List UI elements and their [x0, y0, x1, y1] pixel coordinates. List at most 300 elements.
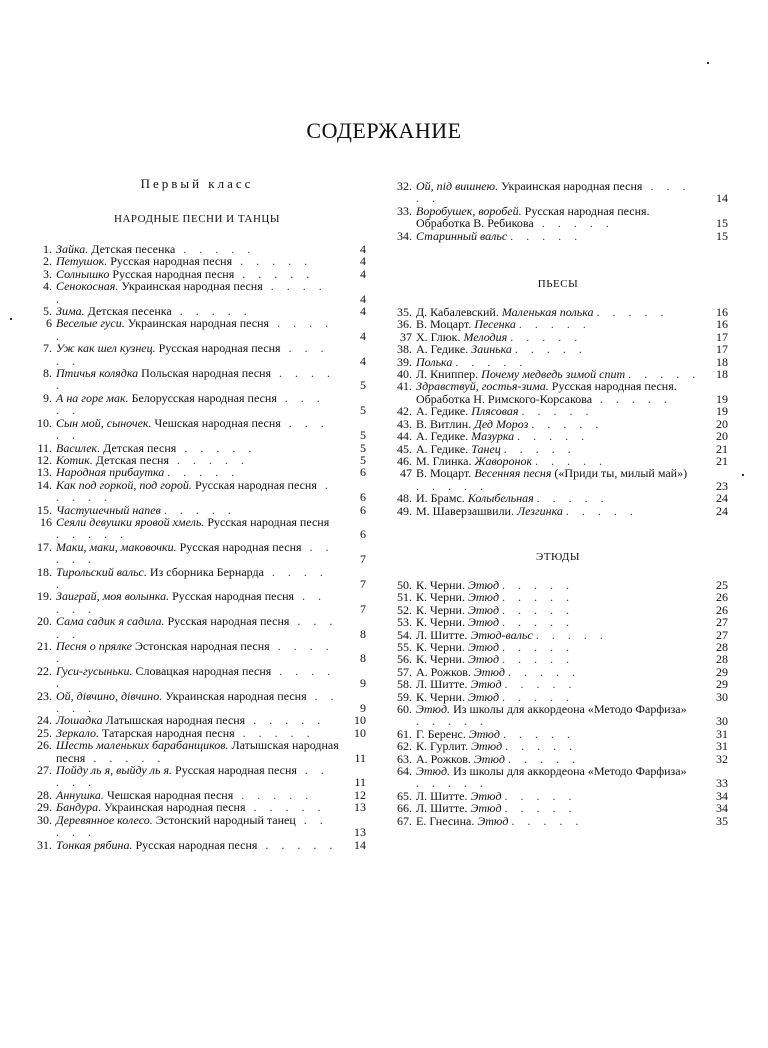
entry-text	[56, 566, 340, 591]
entry-page-number: 33	[716, 776, 728, 791]
toc-entry	[28, 839, 366, 851]
entry-author: Г. Беренс.	[416, 726, 466, 741]
scan-speck	[10, 318, 12, 320]
entry-title: Сын мой, сыночек.	[56, 415, 152, 430]
dot-leader: . . . . .	[171, 304, 252, 319]
entry-text	[56, 417, 340, 442]
entry-title: Этюд	[467, 590, 500, 605]
entry-description: Русская народная песня	[135, 837, 258, 852]
entry-number: 26.	[37, 738, 52, 753]
entry-title: Жаворонок	[474, 453, 533, 468]
entry-description: («Приди ты, милый май»)	[554, 466, 688, 481]
dot-leader: . . . . .	[514, 342, 587, 357]
entry-page-number: 18	[716, 354, 728, 369]
entry-number: 3.	[43, 266, 52, 281]
entry-description: Украинская народная песня	[121, 279, 263, 294]
entry-author: Д. Кабалевский.	[416, 305, 499, 320]
dot-leader: . . . . .	[502, 615, 575, 630]
entry-title: Полька	[416, 354, 453, 369]
toc-entry	[28, 690, 366, 715]
entry-number: 28.	[37, 787, 52, 802]
entry-number: 1.	[43, 242, 52, 256]
entry-title: Маленькая полька	[501, 305, 594, 320]
entry-page-number: 13	[354, 800, 366, 815]
entry-author: А. Рожков.	[416, 664, 471, 679]
entry-page-number: 4	[360, 266, 366, 281]
entry-title: Мелодия	[463, 329, 508, 344]
entry-page-number: 34	[716, 788, 728, 803]
dot-leader: . . . . .	[416, 478, 488, 493]
entry-number: 15.	[37, 502, 52, 517]
entry-number: 27.	[37, 763, 52, 778]
entry-line	[416, 380, 702, 405]
entry-number: 66.	[397, 801, 412, 816]
dot-leader: . . . . .	[56, 390, 325, 418]
entry-number: 34.	[397, 228, 412, 243]
entry-page-number: 19	[716, 404, 728, 419]
entry-author: А. Рожков.	[416, 751, 471, 766]
entry-number: 33.	[397, 203, 412, 218]
toc-entry	[28, 590, 366, 615]
entry-line	[416, 180, 702, 205]
entry-title: Тирольский вальс.	[56, 564, 147, 579]
entry-text	[56, 367, 340, 392]
entry-page-number: 28	[716, 639, 728, 654]
entry-page-number: 15	[716, 228, 728, 243]
entry-line	[416, 815, 702, 827]
entry-title: Зима.	[56, 304, 85, 319]
entry-number: 62.	[397, 739, 412, 754]
dot-leader: . . . . .	[234, 266, 315, 281]
entry-title: Этюд	[477, 813, 509, 828]
entry-number: 42.	[397, 404, 412, 419]
dot-leader: . . . . .	[56, 316, 334, 343]
toc-entry	[28, 541, 366, 566]
entry-title: Как под горкой, под горой.	[56, 477, 192, 492]
entry-line	[56, 690, 340, 715]
dot-leader: . . . . .	[56, 589, 327, 616]
entry-number: 25.	[37, 725, 52, 740]
entry-line	[56, 516, 340, 541]
entry-author: М. Шаверзашвили.	[416, 503, 514, 518]
entry-title: Этюд	[470, 801, 502, 816]
entry-page-number: 27	[716, 615, 728, 630]
toc-entry	[28, 392, 366, 417]
toc-entry	[28, 280, 366, 305]
entry-description: Белорусская народная песня	[131, 390, 277, 405]
dot-leader: . . . . .	[505, 739, 578, 754]
entry-page-number: 30	[716, 689, 728, 704]
dot-leader: . . . . .	[504, 677, 577, 692]
entry-number: 9.	[43, 390, 52, 405]
entry-text	[56, 342, 340, 367]
dot-leader: . . . . .	[533, 216, 614, 231]
entry-page-number: 13	[354, 825, 366, 840]
entry-text	[416, 205, 702, 230]
entry-title: Воробушек, воробей.	[416, 203, 522, 218]
entry-title: Деревянное колесо.	[56, 812, 153, 827]
toc-entry	[388, 467, 728, 492]
entry-page-number: 24	[716, 503, 728, 518]
entry-description: Латышская народная песня	[105, 713, 246, 728]
entry-title: Этюд	[467, 689, 500, 704]
toc-entry	[388, 815, 728, 827]
entry-title: Заиграй, моя волынка.	[56, 589, 170, 604]
dot-leader: . . . . .	[56, 812, 328, 840]
entry-title: Этюд	[467, 639, 500, 654]
toc-entry	[28, 317, 366, 342]
dot-leader: . . . . .	[56, 564, 328, 591]
dot-leader: . . . . .	[56, 614, 338, 641]
dot-leader: . . . . .	[502, 590, 575, 605]
entry-text	[56, 640, 340, 665]
entry-page-number: 9	[360, 701, 366, 716]
entry-description: Из школы для аккордеона «Методо Фарфиза»	[453, 764, 687, 779]
entry-line	[56, 640, 340, 665]
entry-page-number: 4	[360, 242, 366, 256]
entry-description: Украинская народная песня	[165, 688, 307, 703]
entry-title: Этюд	[467, 652, 500, 667]
entry-number: 31.	[37, 837, 52, 852]
toc-entry	[28, 516, 366, 541]
entry-page-number: 6	[360, 502, 366, 517]
entry-title: Зеркало.	[56, 725, 99, 740]
entry-page-number: 25	[716, 577, 728, 592]
entry-page-number: 17	[716, 329, 728, 344]
entry-line	[56, 814, 340, 839]
entry-title: Песня о прялке	[56, 639, 132, 653]
dot-leader: . . . . .	[628, 367, 701, 382]
section-heading-folk: НАРОДНЫЕ ПЕСНИ И ТАНЦЫ	[114, 213, 280, 225]
entry-page-number: 18	[716, 367, 728, 382]
entry-title: Этюд	[468, 726, 500, 741]
entry-number: 30.	[37, 812, 52, 827]
entry-title: Уж как шел кузнец.	[56, 341, 156, 356]
dot-leader: . . . . .	[56, 415, 329, 443]
toc-entry	[388, 230, 728, 242]
entry-text	[416, 505, 702, 517]
toc-entry	[388, 765, 728, 790]
entry-number: 7.	[43, 341, 52, 356]
entry-title: Танец	[471, 441, 501, 456]
toc-left-column	[28, 213, 366, 851]
entry-number: 61.	[397, 726, 412, 741]
dot-leader: . . . . .	[257, 837, 338, 852]
entry-number: 44.	[397, 429, 412, 444]
dot-leader: . . . . .	[592, 391, 673, 406]
entry-number: 19.	[37, 589, 52, 604]
entry-line	[416, 230, 702, 242]
entry-title: Солнышко	[56, 266, 110, 281]
dot-leader: . . . . .	[245, 713, 326, 728]
entry-number: 49.	[397, 503, 412, 518]
entry-title: Сама садик я садила.	[56, 614, 165, 629]
entry-number: 16	[40, 514, 52, 529]
entry-description: Русская народная песня	[194, 477, 317, 492]
dot-leader: . . . . .	[175, 242, 256, 256]
entry-description: Детская песня	[103, 440, 177, 455]
entry-title: Гуси-гусыньки.	[56, 663, 133, 678]
entry-title: Этюд	[470, 788, 502, 803]
entry-number: 58.	[397, 677, 412, 692]
entry-description: Русская народная песня. Обработка Н. Римского-Корсакова	[416, 379, 677, 406]
dot-leader: . . . . .	[245, 800, 326, 815]
entry-text	[56, 739, 340, 764]
scan-speck	[707, 62, 709, 64]
entry-title: Веселые гуси.	[56, 316, 125, 331]
folk-entries	[28, 243, 366, 851]
toc-entry	[28, 739, 366, 764]
entry-page-number: 32	[716, 751, 728, 766]
entry-text	[56, 392, 340, 417]
entry-page-number: 30	[716, 714, 728, 729]
toc-entry	[388, 703, 728, 728]
entry-title: Этюд.	[416, 702, 451, 716]
entry-number: 53.	[397, 615, 412, 630]
entry-page-number: 4	[360, 304, 366, 319]
entry-title: Зайка.	[56, 242, 89, 256]
entry-page-number: 26	[716, 602, 728, 617]
entry-line	[56, 615, 340, 640]
entry-number: 55.	[397, 639, 412, 654]
entry-number: 41.	[397, 379, 412, 394]
entry-page-number: 4	[360, 353, 366, 368]
entry-page-number: 7	[360, 552, 366, 567]
entry-title: Старинный вальс	[416, 228, 508, 243]
entry-page-number: 6	[360, 527, 366, 542]
toc-entry	[28, 566, 366, 591]
entry-page-number: 5	[360, 452, 366, 467]
scan-speck	[742, 474, 744, 476]
entry-page-number: 14	[716, 191, 728, 206]
entry-text	[416, 703, 702, 728]
entry-author: К. Черни.	[416, 689, 465, 704]
entry-line	[416, 205, 702, 230]
entry-description: Русская народная песня	[110, 254, 233, 269]
entry-title: Колыбельная	[467, 491, 534, 506]
entry-description: Польская народная песня	[141, 366, 272, 381]
dot-leader: . . . . .	[167, 465, 240, 480]
dot-leader: . . . . .	[56, 477, 333, 505]
entry-number: 64.	[397, 764, 412, 779]
dot-leader: . . . . .	[535, 627, 608, 642]
entry-description: Русская народная песня	[112, 266, 235, 281]
entry-number: 35.	[397, 305, 412, 320]
entry-description: Украинская народная песня	[104, 800, 246, 815]
entry-page-number: 20	[716, 416, 728, 431]
dot-leader: . . . . .	[504, 788, 577, 803]
entry-title: Дед Мороз	[474, 416, 529, 431]
dot-leader: . . . . .	[416, 714, 488, 729]
entry-title: Маки, маки, маковочки.	[56, 539, 177, 554]
entry-title: Сеяли девушки яровой хмель.	[56, 514, 205, 529]
entry-number: 60.	[397, 702, 412, 716]
entry-description: Детская песенка	[87, 304, 172, 319]
entry-description: Украинская народная песня	[127, 316, 270, 331]
entry-description: Русская народная песня	[179, 539, 302, 554]
entry-title: Василек.	[56, 440, 101, 455]
entry-page-number: 15	[716, 216, 728, 231]
entry-description: Русская народная песня. Обработка В. Ребикова	[416, 203, 650, 231]
entry-number: 38.	[397, 342, 412, 357]
entry-number: 5.	[43, 304, 52, 319]
dot-leader: . . . . .	[511, 813, 584, 828]
entry-author: Л. Шитте.	[416, 788, 468, 803]
entry-title: Петушок.	[56, 254, 108, 269]
entry-description: Эстонский народный танец	[155, 812, 296, 827]
entry-number: 57.	[397, 664, 412, 679]
entry-author: Е. Гнесина.	[416, 813, 475, 828]
entry-title: Заинька	[471, 342, 512, 357]
dot-leader: . . . . .	[56, 663, 336, 691]
entry-title: Весенняя песня	[474, 466, 552, 481]
entry-line	[56, 342, 340, 367]
entry-text	[56, 317, 340, 342]
entry-number: 52.	[397, 602, 412, 617]
entry-number: 63.	[397, 751, 412, 766]
entry-number: 10.	[37, 415, 52, 430]
entry-number: 43.	[397, 416, 412, 431]
entry-line	[56, 417, 340, 442]
toc-entry	[28, 640, 366, 665]
entry-author: Х. Глюк.	[416, 329, 461, 344]
dot-leader: . . . . .	[517, 429, 590, 444]
dot-leader: . . . . .	[502, 577, 575, 592]
entry-description: Из школы для аккордеона «Методо Фарфиза»	[453, 702, 687, 716]
entry-author: В. Моцарт.	[416, 466, 472, 481]
entry-page-number: 11	[354, 750, 366, 765]
entry-description: Словацкая народная песня	[135, 663, 272, 678]
entry-text	[56, 479, 340, 504]
dot-leader: . . . . .	[531, 416, 604, 431]
folk-entries-continued	[388, 180, 728, 242]
entry-page-number: 4	[360, 254, 366, 269]
entry-text	[56, 839, 340, 851]
entry-page-number: 16	[716, 305, 728, 320]
entry-page-number: 6	[360, 490, 366, 505]
entry-author: А. Гедике.	[416, 404, 469, 419]
entry-number: 22.	[37, 663, 52, 678]
toc-entry	[28, 479, 366, 504]
entry-line	[416, 467, 702, 492]
entry-number: 48.	[397, 491, 412, 506]
dot-leader: . . . . .	[56, 366, 336, 393]
toc-entry	[28, 615, 366, 640]
entry-title: Ой, під вишнею.	[416, 179, 499, 193]
entry-description: Татарская народная песня	[101, 725, 235, 740]
entry-description: Чешская народная песня	[154, 415, 281, 430]
entry-title: Этюд	[471, 739, 503, 754]
entry-line	[56, 665, 340, 690]
dot-leader: . . . . .	[56, 279, 327, 306]
entry-description: Русская народная песня	[167, 614, 290, 629]
entry-page-number: 26	[716, 590, 728, 605]
entry-number: 36.	[397, 317, 412, 332]
entry-page-number: 8	[360, 651, 366, 666]
entry-line	[56, 839, 340, 851]
dot-leader: . . . . .	[455, 354, 528, 369]
entry-description: Эстонская народная песня	[134, 639, 270, 653]
entry-line	[416, 765, 702, 790]
entry-page-number: 12	[354, 787, 366, 802]
entry-line	[56, 764, 340, 789]
dot-leader: . . . . .	[535, 453, 608, 468]
entry-author: Л. Шитте.	[416, 801, 468, 816]
entry-page-number: 28	[716, 652, 728, 667]
entry-page-number: 29	[716, 664, 728, 679]
entry-page-number: 6	[360, 465, 366, 480]
dot-leader: . . . . .	[502, 726, 575, 741]
entry-line	[416, 703, 702, 728]
entry-title: Этюд	[467, 615, 500, 630]
entry-number: 17.	[37, 539, 52, 554]
entry-number: 47	[400, 466, 412, 481]
section-heading-etudes: ЭТЮДЫ	[535, 550, 581, 563]
entry-text	[56, 665, 340, 690]
dot-leader: . . . . .	[56, 341, 329, 368]
entry-number: 67.	[397, 813, 412, 828]
entry-page-number: 29	[716, 677, 728, 692]
toc-entry	[28, 814, 366, 839]
dot-leader: . . . . .	[502, 639, 575, 654]
dot-leader: . . . . .	[521, 404, 594, 419]
toc-entry	[388, 180, 728, 205]
dot-leader: . . . . .	[233, 787, 314, 802]
entry-page-number: 4	[360, 291, 366, 306]
entry-text	[416, 230, 702, 242]
pieces-entries	[388, 306, 728, 517]
dot-leader: . . . . .	[504, 801, 577, 816]
dot-leader: . . . . .	[416, 179, 691, 206]
toc-entry	[28, 417, 366, 442]
dot-leader: . . . . .	[168, 452, 249, 467]
entry-description: Детская песенка	[91, 242, 176, 256]
dot-leader: . . . . .	[510, 228, 583, 243]
entry-number: 14.	[37, 477, 52, 492]
entry-title: Этюд	[470, 677, 502, 692]
entry-title: Тонкая рябина.	[56, 837, 133, 852]
entry-text	[416, 765, 702, 790]
toc-entry	[388, 205, 728, 230]
entry-author: К. Гурлит.	[416, 739, 469, 754]
entry-title: Этюд-вальс	[470, 627, 533, 642]
entry-title: Аннушка.	[56, 787, 104, 802]
entry-text	[56, 516, 340, 541]
dot-leader: . . . . .	[56, 639, 334, 666]
entry-text	[416, 180, 702, 205]
entry-number: 45.	[397, 441, 412, 456]
entry-page-number: 10	[354, 725, 366, 740]
dot-leader: . . . . .	[232, 254, 313, 269]
entry-page-number: 14	[354, 837, 366, 852]
entry-title: Этюд	[467, 602, 500, 617]
entry-number: 65.	[397, 788, 412, 803]
entry-author: К. Черни.	[416, 577, 465, 592]
entry-author: А. Гедике.	[416, 441, 469, 456]
entry-title: Бандура.	[56, 800, 102, 815]
entry-number: 39.	[397, 354, 412, 369]
entry-page-number: 27	[716, 627, 728, 642]
entry-title: Этюд	[473, 664, 505, 679]
entry-number: 8.	[43, 366, 52, 381]
entry-title: Почему медведь зимой спит	[481, 367, 626, 382]
entry-number: 23.	[37, 688, 52, 703]
entry-number: 13.	[37, 465, 52, 480]
entry-description: Чешская народная песня	[106, 787, 234, 802]
dot-leader: . . . . .	[518, 317, 591, 332]
entry-title: Птичья колядка	[56, 366, 139, 381]
entry-author: А. Гедике.	[416, 429, 469, 444]
